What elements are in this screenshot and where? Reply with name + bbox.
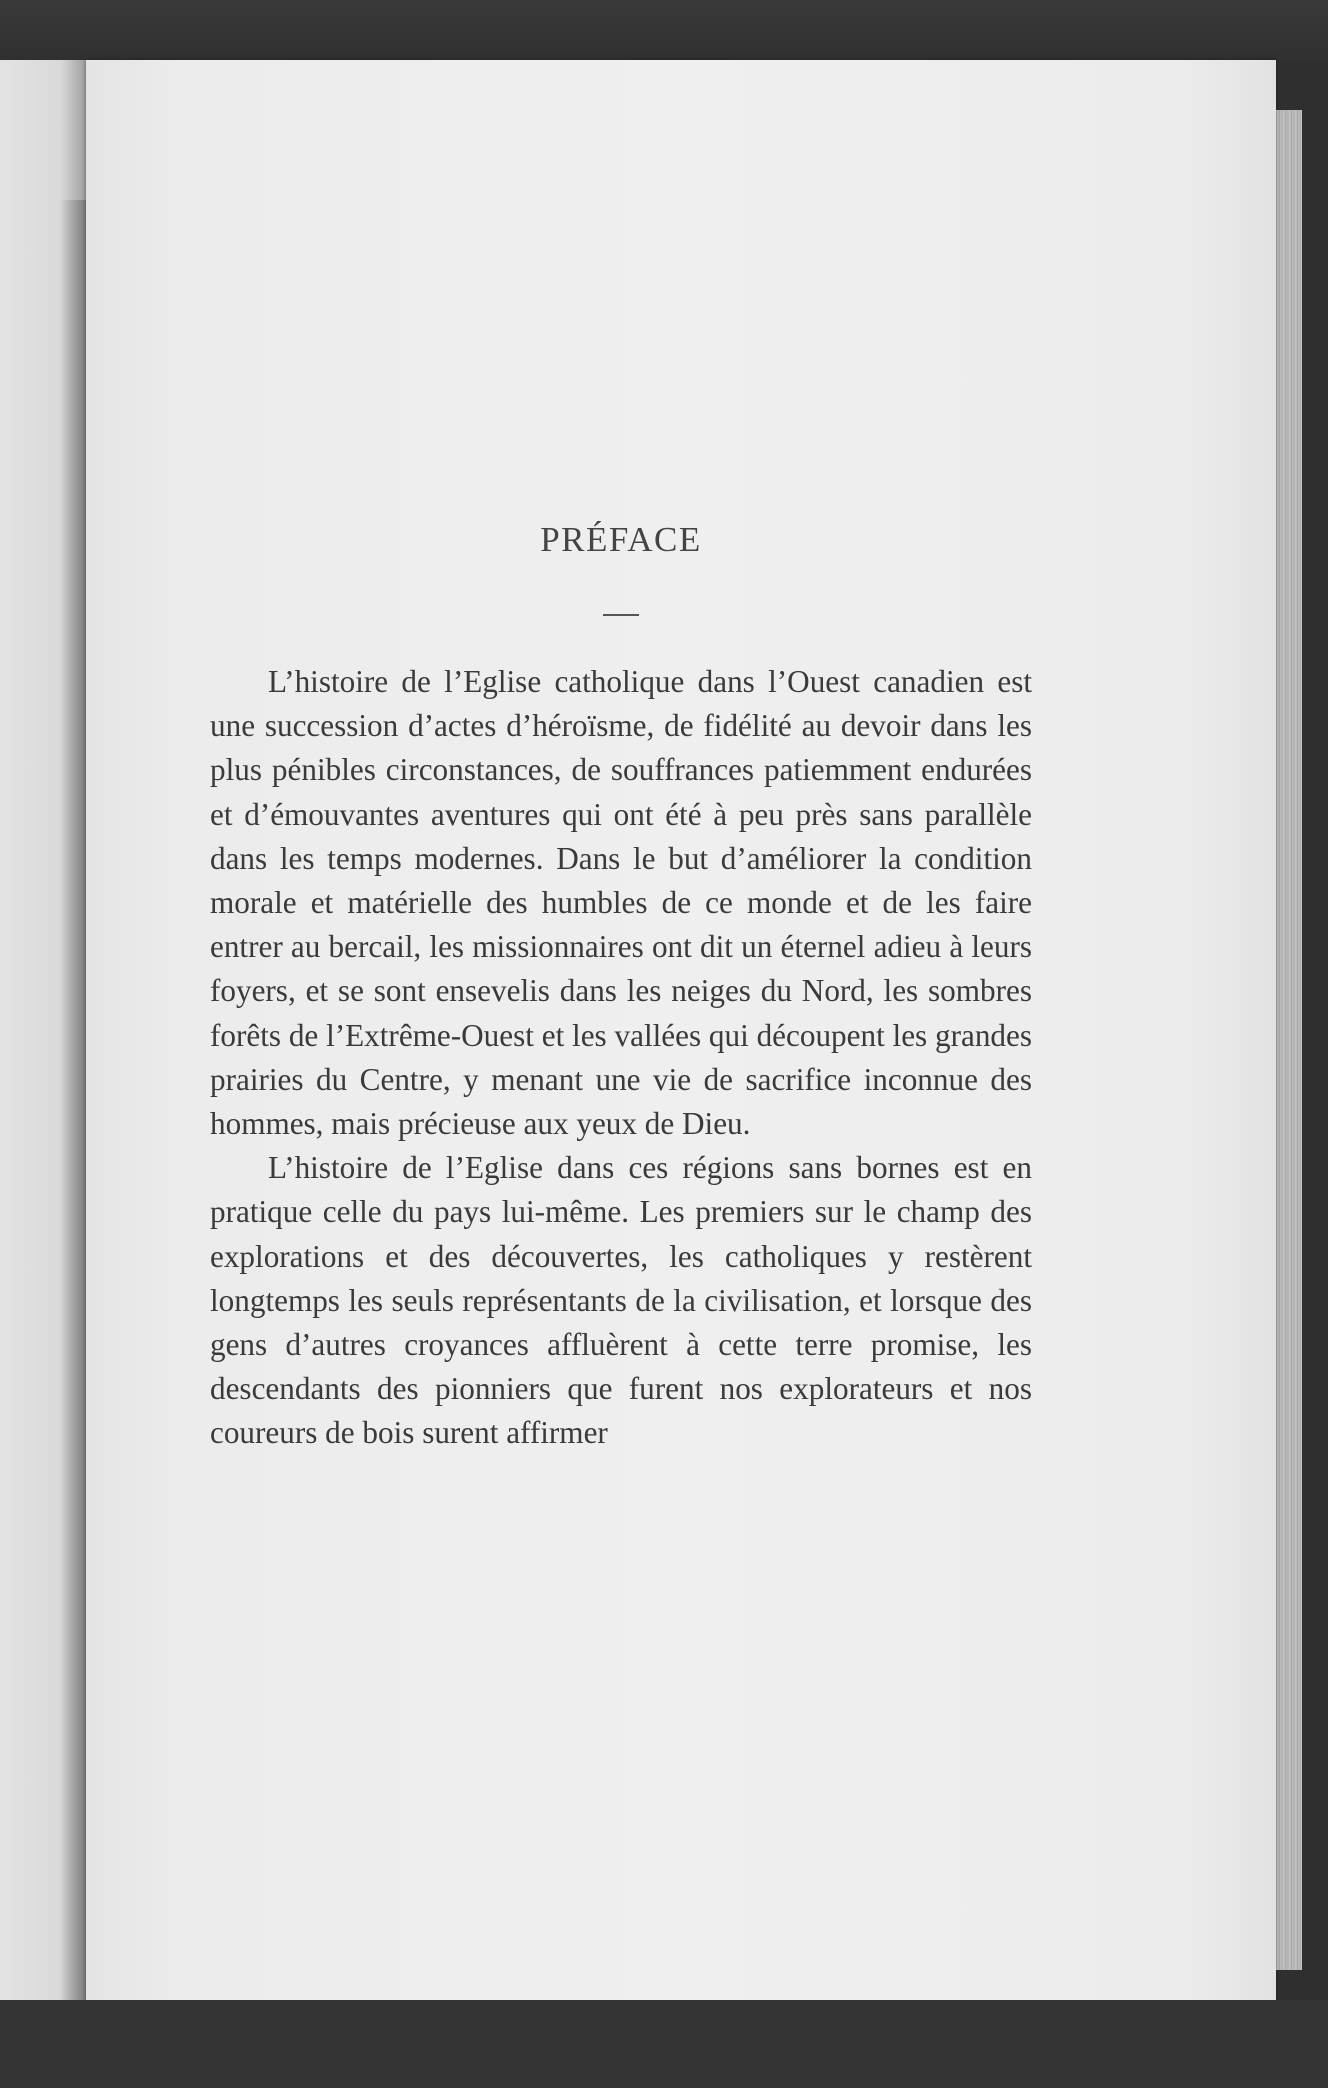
scan-background-top <box>0 0 1328 60</box>
scan-background-bottom <box>0 2000 1328 2088</box>
title-rule <box>603 614 639 616</box>
paragraph-1: L’histoire de l’Eglise catholique dans l’Ouest canadien est une succession d’actes d’héroïsme, de fidélité au devoir dans les plus pénibles circonstances, de souffrances patiemment endurées et d’émouvantes aventures qui ont été à peu près sans parallèle dans les temps modernes. Dans le but d’améliorer la condition morale et matérielle des humbles de ce monde et de les faire entrer au bercail, les missionnaires ont dit un éternel adieu à leurs foyers, et se sont ensevelis dans les neiges du Nord, les sombres forêts de l’Extrême-Ouest et les vallées qui découpent les grandes prairies du Centre, y menant une vie de sacrifice inconnue des hommes, mais précieuse aux yeux de Dieu. <box>210 664 1032 1142</box>
page-title: PRÉFACE <box>540 520 702 559</box>
page-content <box>210 520 1032 1456</box>
paragraph-2: L’histoire de l’Eglise dans ces régions sans bornes est en pratique celle du pays lui-même. Les premiers sur le champ des explorations et des découvertes, les catholiques y restèrent longtemps les seuls représentants de la civilisation, et lorsque des gens d’autres croyances affluèrent à cette terre promise, les descendants des pionniers que furent nos explorateurs et nos coureurs de bois surent affirmer <box>210 1150 1032 1451</box>
